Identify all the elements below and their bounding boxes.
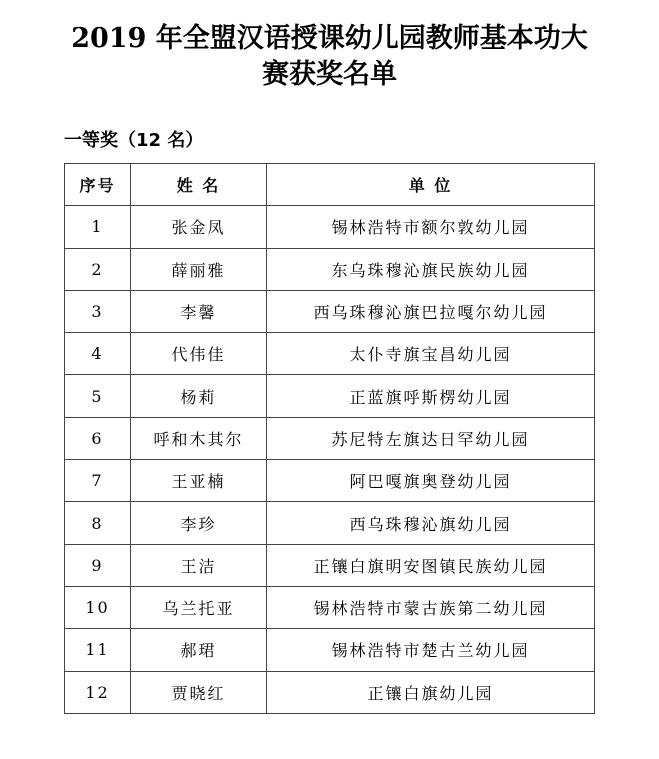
cell-unit: 正镶白旗明安图镇民族幼儿园 bbox=[267, 544, 595, 586]
cell-unit: 太仆寺旗宝昌幼儿园 bbox=[267, 333, 595, 375]
cell-unit: 正镶白旗幼儿园 bbox=[267, 671, 595, 713]
table-row bbox=[65, 544, 595, 586]
table-row bbox=[65, 206, 595, 248]
cell-number: 6 bbox=[65, 417, 131, 459]
cell-unit: 苏尼特左旗达日罕幼儿园 bbox=[267, 417, 595, 459]
table-header-row bbox=[65, 164, 595, 206]
cell-unit: 锡林浩特市蒙古族第二幼儿园 bbox=[267, 586, 595, 628]
table-row bbox=[65, 290, 595, 332]
table-row bbox=[65, 671, 595, 713]
cell-name: 杨莉 bbox=[131, 375, 267, 417]
cell-unit: 东乌珠穆沁旗民族幼儿园 bbox=[267, 248, 595, 290]
cell-unit: 西乌珠穆沁旗幼儿园 bbox=[267, 502, 595, 544]
cell-number: 4 bbox=[65, 333, 131, 375]
table-row bbox=[65, 586, 595, 628]
cell-number: 2 bbox=[65, 248, 131, 290]
table-row bbox=[65, 629, 595, 671]
cell-name: 郝珺 bbox=[131, 629, 267, 671]
cell-number: 3 bbox=[65, 290, 131, 332]
cell-number: 1 bbox=[65, 206, 131, 248]
document-title-line-1: 2019 年全盟汉语授课幼儿园教师基本功大 bbox=[71, 23, 588, 54]
cell-unit: 锡林浩特市额尔敦幼儿园 bbox=[267, 206, 595, 248]
cell-number: 12 bbox=[65, 671, 131, 713]
cell-unit: 阿巴嘎旗奥登幼儿园 bbox=[267, 460, 595, 502]
cell-number: 5 bbox=[65, 375, 131, 417]
cell-name: 王洁 bbox=[131, 544, 267, 586]
cell-unit: 西乌珠穆沁旗巴拉嘎尔幼儿园 bbox=[267, 290, 595, 332]
cell-name: 呼和木其尔 bbox=[131, 417, 267, 459]
header-unit: 单 位 bbox=[267, 164, 595, 206]
cell-name: 薛丽雅 bbox=[131, 248, 267, 290]
cell-name: 张金凤 bbox=[131, 206, 267, 248]
cell-number: 11 bbox=[65, 629, 131, 671]
winners-table bbox=[64, 163, 595, 714]
cell-name: 李馨 bbox=[131, 290, 267, 332]
cell-name: 贾晓红 bbox=[131, 671, 267, 713]
cell-number: 8 bbox=[65, 502, 131, 544]
table-row bbox=[65, 375, 595, 417]
cell-number: 9 bbox=[65, 544, 131, 586]
table-row bbox=[65, 502, 595, 544]
cell-unit: 正蓝旗呼斯楞幼儿园 bbox=[267, 375, 595, 417]
cell-name: 乌兰托亚 bbox=[131, 586, 267, 628]
table-row bbox=[65, 248, 595, 290]
header-number: 序号 bbox=[65, 164, 131, 206]
cell-name: 王亚楠 bbox=[131, 460, 267, 502]
cell-number: 7 bbox=[65, 460, 131, 502]
cell-number: 10 bbox=[65, 586, 131, 628]
cell-unit: 锡林浩特市楚古兰幼儿园 bbox=[267, 629, 595, 671]
section-heading-first-prize: 一等奖（12 名） bbox=[64, 130, 204, 151]
header-name: 姓 名 bbox=[131, 164, 267, 206]
cell-name: 李珍 bbox=[131, 502, 267, 544]
table-row bbox=[65, 417, 595, 459]
table-row bbox=[65, 460, 595, 502]
cell-name: 代伟佳 bbox=[131, 333, 267, 375]
table-row bbox=[65, 333, 595, 375]
document-title-line-2: 赛获奖名单 bbox=[262, 59, 397, 90]
